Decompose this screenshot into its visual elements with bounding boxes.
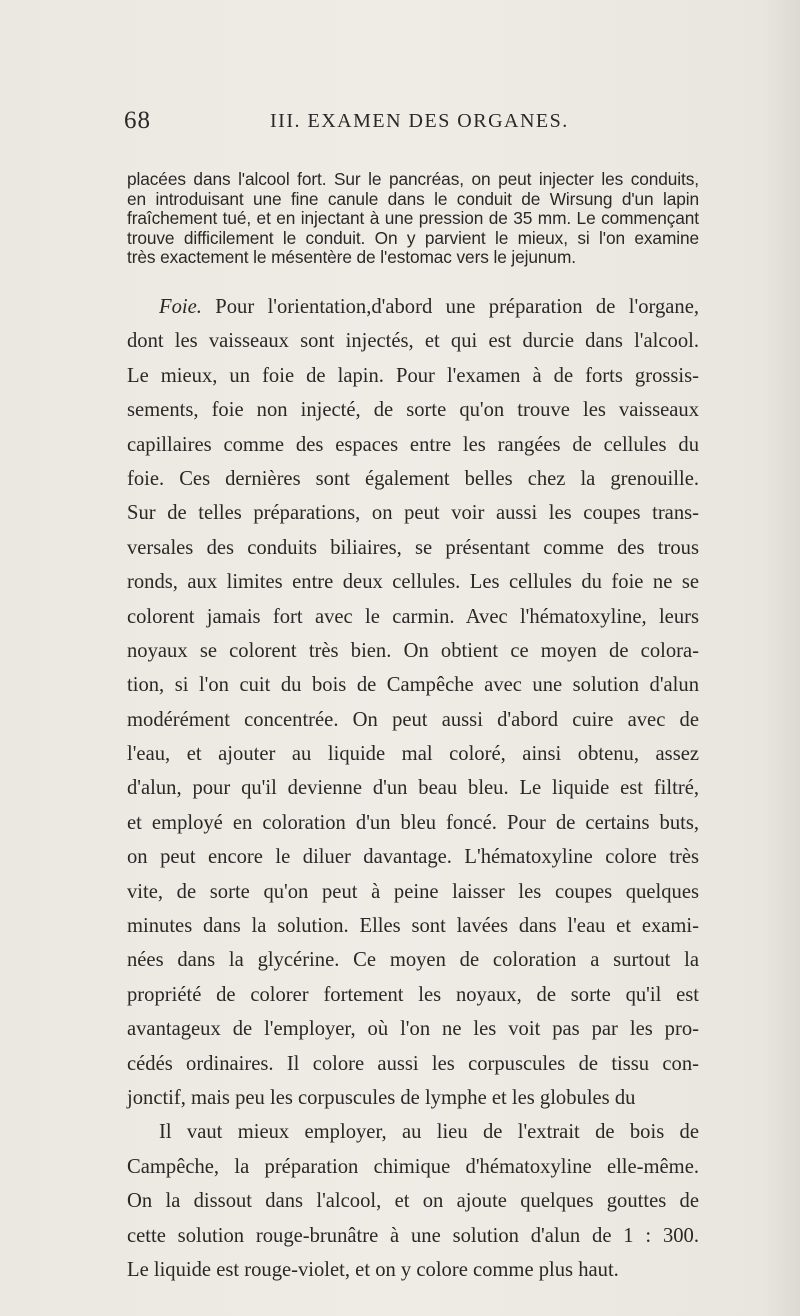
- text-line: modérément concentrée. On peut aussi d'abord cuire avec de: [127, 708, 699, 731]
- text-line: cédés ordinaires. Il colore aussi les corpuscules de tissu con-: [127, 1052, 699, 1075]
- main-body-text: [127, 290, 699, 1287]
- text-line: avantageux de l'employer, où l'on ne les voit pas par les pro-: [127, 1018, 699, 1041]
- text-line: capillaires comme des espaces entre les rangées de cellules du: [127, 433, 699, 456]
- text-line: dont les vaisseaux sont injectés, et qui est durcie dans l'alcool.: [127, 330, 699, 353]
- text-line: nées dans la glycérine. Ce moyen de coloration a surtout la: [127, 949, 699, 972]
- section-heading-foie: Foie.: [159, 296, 202, 318]
- text-line: d'alun, pour qu'il devienne d'un beau bleu. Le liquide est filtré,: [127, 777, 699, 800]
- text-line: sements, foie non injecté, de sorte qu'on trouve les vaisseaux: [127, 399, 699, 422]
- page-number: 68: [124, 107, 151, 134]
- text-line: fraîchement tué, et en injectant à une pression de 35 mm. Le commençant: [127, 208, 699, 229]
- text-line: foie. Ces dernières sont également belles chez la grenouille.: [127, 467, 699, 490]
- text-line: et employé en coloration d'un bleu foncé. Pour de certains buts,: [127, 811, 699, 834]
- text-line: l'eau, et ajouter au liquide mal coloré, ainsi obtenu, assez: [127, 743, 699, 766]
- text-line: vite, de sorte qu'on peut à peine laisser les coupes quelques: [127, 880, 699, 903]
- text-line: Le mieux, un foie de lapin. Pour l'examen à de forts grossis-: [127, 364, 699, 387]
- text-line: versales des conduits biliaires, se présentant comme des trous: [127, 536, 699, 559]
- text-line: colorent jamais fort avec le carmin. Avec l'hématoxyline, leurs: [127, 605, 699, 628]
- text-line: Campêche, la préparation chimique d'hématoxyline elle-même.: [127, 1155, 699, 1178]
- text-line: noyaux se colorent très bien. On obtient ce moyen de colora-: [127, 639, 699, 662]
- text-line: Sur de telles préparations, on peut voir aussi les coupes trans-: [127, 502, 699, 525]
- text-line: cette solution rouge-brunâtre à une solution d'alun de 1 : 300.: [127, 1224, 699, 1247]
- text-line: en introduisant une fine canule dans le conduit de Wirsung d'un lapin: [127, 188, 699, 209]
- text-fragment: Pour l'orientation,d'abord une préparation de l'organe,: [215, 296, 699, 318]
- text-line: Il vaut mieux employer, au lieu de l'extrait de bois de: [159, 1121, 699, 1144]
- text-line: très exactement le mésentère de l'estomac vers le jejunum.: [127, 247, 576, 268]
- text-line: tion, si l'on cuit du bois de Campêche avec une solution d'alun: [127, 674, 699, 697]
- text-line: on peut encore le diluer davantage. L'hématoxyline colore très: [127, 846, 699, 869]
- text-line: trouve difficilement le conduit. On y parvient le mieux, si l'on examine: [127, 227, 699, 248]
- text-line: minutes dans la solution. Elles sont lavées dans l'eau et exami-: [127, 915, 699, 938]
- text-line: propriété de colorer fortement les noyaux, de sorte qu'il est: [127, 983, 699, 1006]
- text-line: placées dans l'alcool fort. Sur le pancréas, on peut injecter les conduits,: [127, 169, 699, 189]
- text-line: jonctif, mais peu les corpuscules de lymphe et les globules du: [127, 1086, 636, 1109]
- text-line: ronds, aux limites entre deux cellules. Les cellules du foie ne se: [127, 571, 699, 594]
- text-line: Le liquide est rouge-violet, et on y colore comme plus haut.: [127, 1258, 619, 1281]
- small-print-paragraph: [127, 170, 699, 268]
- text-line: On la dissout dans l'alcool, et on ajoute quelques gouttes de: [127, 1190, 699, 1213]
- paragraph-first-line: [127, 290, 699, 324]
- page-header: [0, 107, 800, 147]
- running-head: III. EXAMEN DES ORGANES.: [270, 110, 569, 132]
